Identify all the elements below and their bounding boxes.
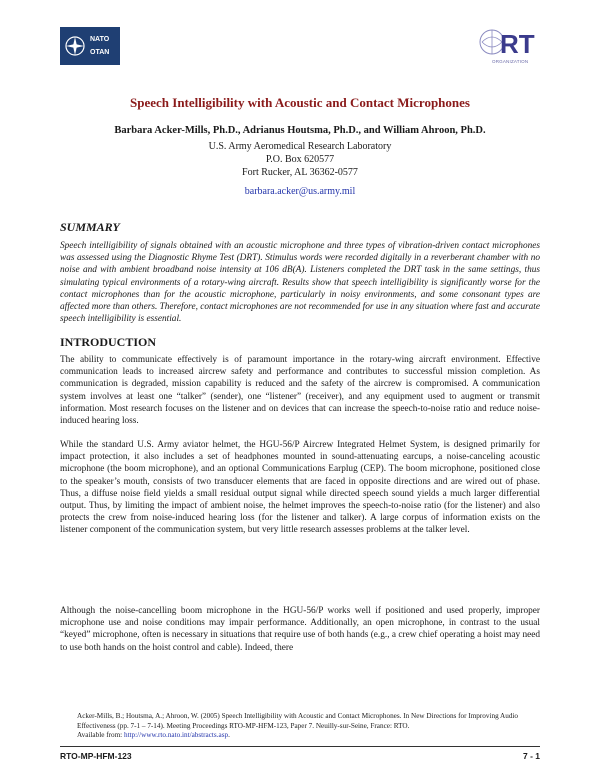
footer-divider (60, 746, 540, 747)
nato-logo-word-1: NATO (90, 36, 110, 43)
intro-paragraph: The ability to communicate effectively is of paramount importance in the rotary-wing aircraft environment. Effective communication leads to increased aircrew safety and performance and contributes to successful mission completion. As communication is degraded, mission capability is reduced and the safety of the aircrew is compromised. A communication system involves at least one “talker” (sender), one “listener” (receiver), and any equipment used to augment or transmit information. Most research focuses on the listener and on devices that can increase the speech-to-noise ratio and reduce noise-induced hearing loss. (60, 355, 540, 427)
rt-logo-subtitle: ORGANIZATION (492, 59, 529, 64)
nato-logo (60, 27, 120, 65)
summary-heading: SUMMARY (60, 220, 120, 234)
url-suffix: . (228, 731, 230, 739)
abstracts-url-link[interactable]: http://www.rto.nato.int/abstracts.asp (123, 731, 229, 739)
citation-footnote (77, 712, 537, 741)
nato-compass-icon (60, 27, 90, 65)
affiliation-box: P.O. Box 620577 (265, 154, 335, 165)
intro-paragraph: While the standard U.S. Army aviator helmet, the HGU-56/P Aircrew Integrated Helmet System, is designed primarily for impact protection, it also includes a set of headphones mounted in sound-attenuating earcups, a noise-canceling acoustic microphone (the boom microphone), and an optional Communications Earplug (CEP). The boom microphone, positioned close to the speaker’s mouth, consists of two transducer elements that are faced in opposite directions and are wired out of phase. Thus, a diffuse noise field yields a small residual output signal while directed speech sound yields a much larger differential output. Thus, by limiting the impact of ambient noise, the helmet improves the speech-to-noise ratio (for the listener) and also protects the crew from noise-induced hearing loss (for the listener and talker). A large corpus of information exists on the listener component of the communication system, but very little research assesses problems at the talker level. (60, 440, 540, 536)
intro-paragraph: Although the noise-cancelling boom microphone in the HGU-56/P works well if positioned and used properly, improper microphone use and noise conditions may impair performance. Additionally, an open microphone, in contrast to the usual “keyed” microphone, often is necessary in situations that require use of both hands (e.g., a crew chief operating a hoist may need to use both hands on the hoist control and cable). Indeed, there (60, 606, 540, 653)
affiliation-city: Fort Rucker, AL 36362-0577 (242, 167, 358, 178)
citation-text: Acker-Mills, B.; Houtsma, A.; Ahroon, W. (2005) Speech Intelligibility with Acoustic and Contact Microphones. In New Directions for Improving Audio Effectiveness (pp. 7-1 – 7-14). Meeting Proceedings RTO-MP-HFM-123, Paper 7. Neuilly-sur-Seine, France: RTO. (77, 712, 519, 730)
author-list: Barbara Acker-Mills, Ph.D., Adrianus Houtsma, Ph.D., and William Ahroon, Ph.D. (114, 125, 486, 136)
rt-logo-letters: RT (500, 29, 535, 59)
affiliation-org: U.S. Army Aeromedical Research Laboratory (208, 141, 392, 152)
rt-organization-logo (478, 26, 542, 68)
nato-logo-word-2: OTAN (90, 49, 110, 56)
paper-title: Speech Intelligibility with Acoustic and Contact Microphones (130, 95, 470, 110)
introduction-heading: INTRODUCTION (60, 335, 157, 349)
page-number: 7 - 1 (522, 751, 540, 761)
summary-text: Speech intelligibility of signals obtained with an acoustic microphone and three types of vibration-driven contact microphones was assessed using the Diagnostic Rhyme Test (DRT). Stimulus words were recorded digitally in a reverberant chamber with no noise and with ambient broadband noise intensity at 106 dB(A). Listeners completed the DRT task in the same settings, thus simulating typical environments of a rotary-wing aircraft. Results show that speech intelligibility is significantly worse for the contact microphones than for the acoustic microphone, particularly in noisy environments, and some consonant types are affected more than others. Therefore, contact microphones are not recommended for use in any situation where fast and accurate speech intelligibility is essential. (60, 241, 540, 325)
author-email-link[interactable]: barbara.acker@us.army.mil (244, 186, 356, 197)
available-label: Available from: (77, 731, 123, 739)
report-number: RTO-MP-HFM-123 (60, 751, 132, 761)
rt-logo-icon (478, 26, 542, 60)
